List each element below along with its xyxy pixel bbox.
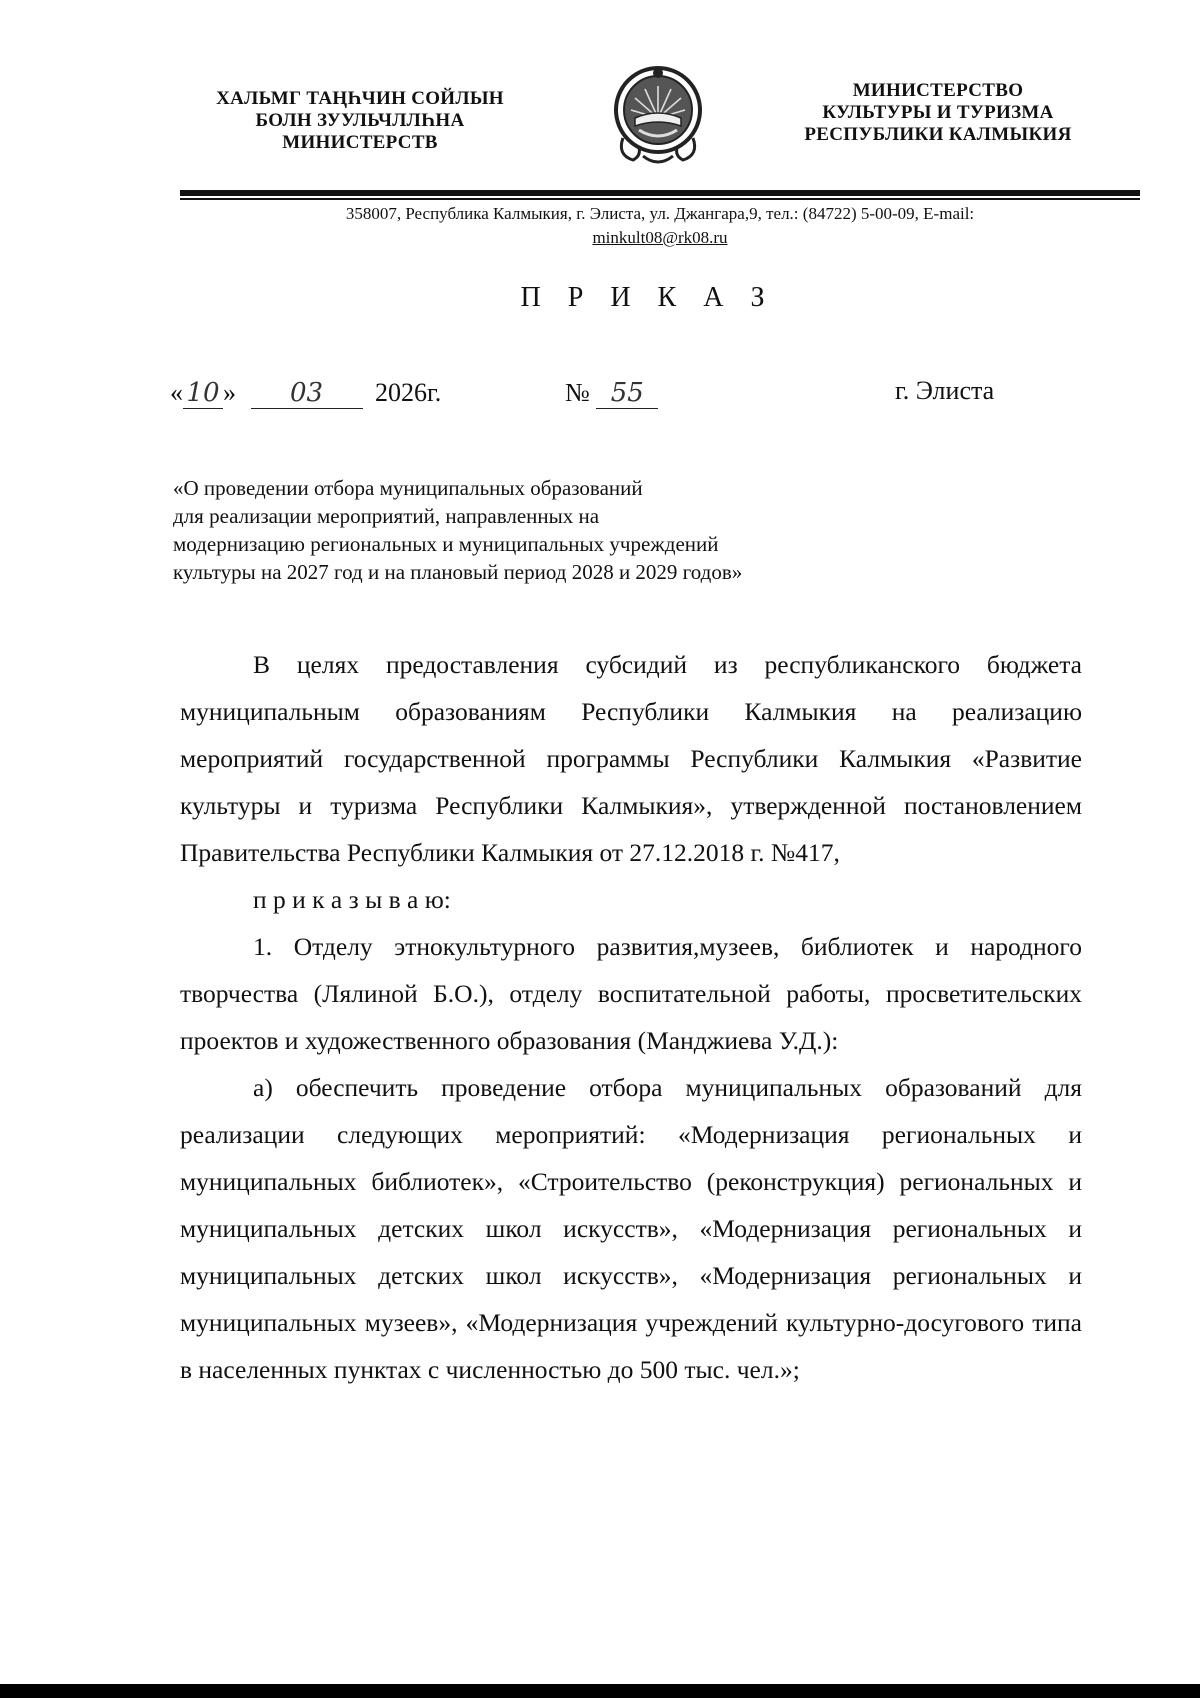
subject-line: культуры на 2027 год и на плановый период 2028 и 2029 годов» xyxy=(173,560,743,584)
order-number: 55 xyxy=(596,378,658,409)
date-month: 03 xyxy=(251,378,363,409)
ministry-name-kalmyk xyxy=(200,88,520,154)
city: г. Элиста xyxy=(895,376,995,405)
header-right-line: МИНИСТЕРСТВО xyxy=(852,80,1024,101)
quote-open: « xyxy=(170,378,183,407)
header-right-line: КУЛЬТУРЫ И ТУРИЗМА xyxy=(822,102,1054,123)
item-1a-paragraph: а) обеспечить проведение отбора муниципальных образований для реализации следующих мероприятий: «Модернизация региональных и муниципальных библиотек», «Строительство (реконструкция) региональных и муниципальных детских школ искусств», «Модернизация региональных и муниципальных детских школ искусств», «Модернизация региональных и муниципальных музеев», «Модернизация учреждений культурно-досугового типа в населенных пунктах с численностью до 500 тыс. чел.»; xyxy=(180,1073,1082,1384)
header-right-line: РЕСПУБЛИКИ КАЛМЫКИЯ xyxy=(804,124,1072,145)
scan-edge xyxy=(0,1684,1200,1698)
document-title: П Р И К А З xyxy=(520,282,775,313)
header-left-line: БОЛН ЗУУЛЬЧЛЛҺНА xyxy=(255,110,465,131)
header-left-line: ХАЛЬМГ ТАҢҺЧИН СОЙЛЫН xyxy=(216,88,504,109)
header-left-line: МИНИСТЕРСТВ xyxy=(282,132,438,153)
kalmykia-coat-of-arms-icon xyxy=(609,60,707,170)
date-year: 2026г. xyxy=(375,378,442,407)
order-number-field xyxy=(565,378,658,409)
address-block xyxy=(180,202,1140,250)
order-word: п р и к а з ы в а ю: xyxy=(253,885,451,914)
ministry-name-russian xyxy=(778,80,1098,146)
number-label: № xyxy=(565,378,590,407)
preamble-paragraph: В целях предоставления субсидий из республиканского бюджета муниципальным образованиям Республики Калмыкия на реализацию мероприятий государственной программы Республики Калмыкия «Развитие культуры и туризма Республики Калмыкия», утвержденной постановлением Правительства Республики Калмыкия от 27.12.2018 г. №417, xyxy=(180,650,1082,867)
order-body xyxy=(180,641,1082,1393)
quote-close: » xyxy=(223,378,236,407)
address-text: 358007, Республика Калмыкия, г. Элиста, ул. Джангара,9, тел.: (84722) 5-00-09, E-mail: xyxy=(345,204,975,223)
header-divider-thick xyxy=(180,190,1140,196)
subject-line: «О проведении отбора муниципальных образований xyxy=(173,476,643,500)
subject-line: для реализации мероприятий, направленных на xyxy=(173,504,600,528)
date-field xyxy=(170,378,441,409)
item-1-paragraph: 1. Отделу этнокультурного развития,музеев, библиотек и народного творчества (Лялиной Б.О.), отделу воспитательной работы, просветительских проектов и художественного образования (Манджиева У.Д.): xyxy=(180,932,1082,1055)
subject-line: модернизацию региональных и муниципальных учреждений xyxy=(173,532,719,556)
order-subject xyxy=(173,474,742,586)
header-divider-thin xyxy=(180,198,1140,200)
email-link[interactable]: minkult08@rk08.ru xyxy=(592,228,728,247)
date-day: 10 xyxy=(183,378,223,409)
